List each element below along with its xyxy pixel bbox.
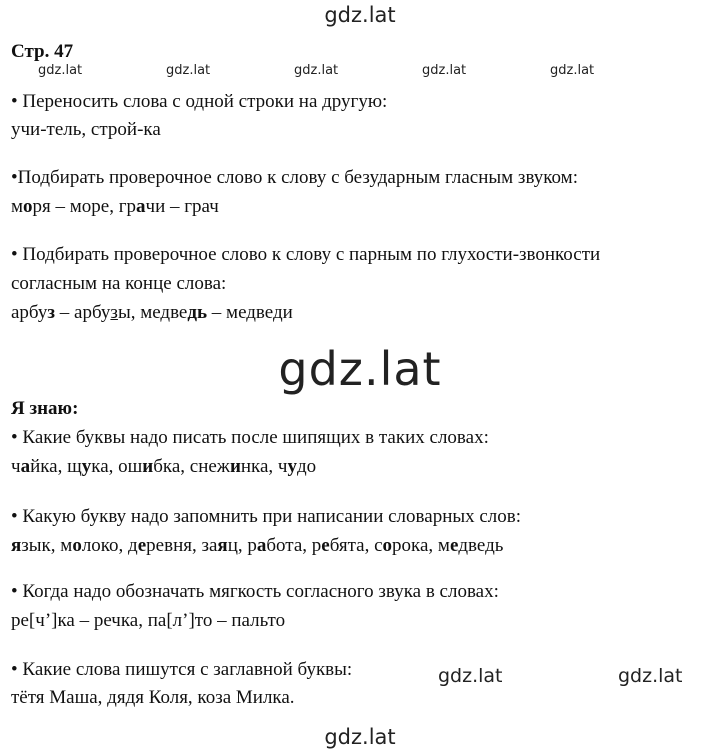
watermark-bottom: gdz.lat [324, 725, 396, 749]
q4-example: тётя Маша, дядя Коля, коза Милка. [11, 687, 295, 708]
watermark-row: gdz.lat [166, 63, 211, 78]
q3-example: ре[ч’]ка – речка, па[л’]то – пальто [11, 610, 286, 631]
watermark-row: gdz.lat [38, 63, 83, 78]
item3-text-line1: • Подбирать проверочное слово к слову с парным по глухости-звонкости [11, 244, 601, 265]
item1-example: учи-тель, строй-ка [11, 119, 161, 140]
q3-text: • Когда надо обозначать мягкость согласного звука в словах: [11, 581, 499, 602]
watermark-mid: gdz.lat [438, 665, 503, 687]
item2-text: •Подбирать проверочное слово к слову с безударным гласным звуком: [11, 167, 578, 188]
watermark-large: gdz.lat [278, 342, 442, 396]
q2-text: • Какую букву надо запомнить при написании словарных слов: [11, 506, 522, 527]
q4-text: • Какие слова пишутся с заглавной буквы: [11, 659, 353, 680]
q2-example: язык, молоко, деревня, заяц, работа, ребята, сорока, медведь [11, 535, 504, 556]
item3-text-line2: согласным на конце слова: [11, 273, 227, 294]
watermark-mid: gdz.lat [618, 665, 683, 687]
i-know-heading: Я знаю: [11, 398, 79, 419]
page-heading: Стр. 47 [11, 41, 74, 62]
watermark-row: gdz.lat [294, 63, 339, 78]
watermark-row: gdz.lat [422, 63, 467, 78]
watermark-top: gdz.lat [324, 3, 396, 27]
q1-text: • Какие буквы надо писать после шипящих в таких словах: [11, 427, 489, 448]
item1-text: • Переносить слова с одной строки на другую: [11, 91, 388, 112]
item3-example: арбуз – арбузы, медведь – медведи [11, 302, 293, 323]
item2-example: моря – море, грачи – грач [11, 196, 219, 217]
q1-example: чайка, щука, ошибка, снежинка, чудо [11, 456, 317, 477]
watermark-row: gdz.lat [550, 63, 595, 78]
